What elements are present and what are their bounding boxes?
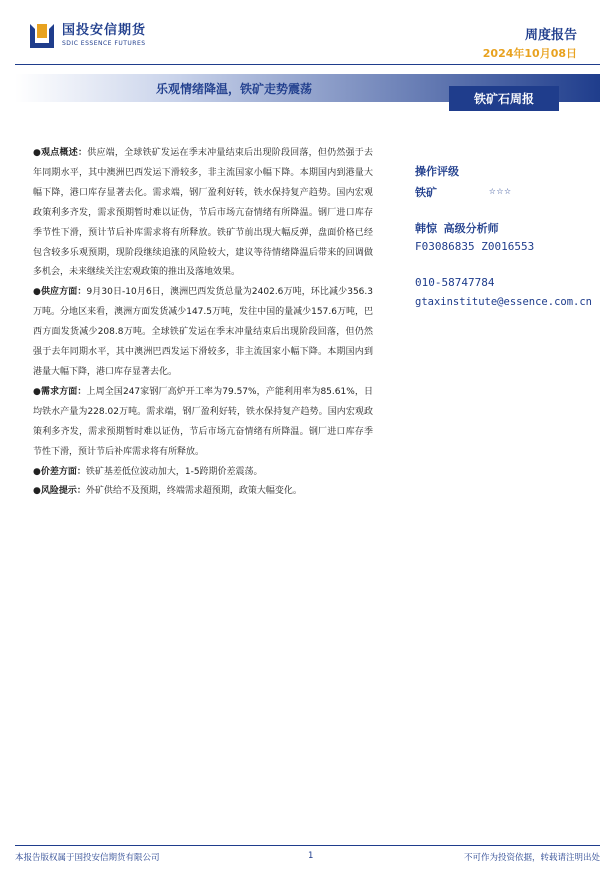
section-text: 9月30日-10月6日，澳洲巴西发货总量为2402.6万吨，环比减少356.3万吨。分地区来看，澳洲方面发货减少147.5万吨，发往中国的量减少157.6万吨，巴西方面发货减少208.8万吨。全球铁矿发运在季末冲量结束后出现阶段回落，但仍然强于去年同期水平，其中澳洲巴西发运下滑较多，非主流国家小幅下降。本期国内到港量大幅下降，港口库存显著去化。 [33, 287, 373, 377]
report-date: 2024年10月08日 [482, 47, 577, 60]
contact-email[interactable]: gtaxinstitute@essence.com.cn [415, 296, 593, 308]
header-divider [15, 64, 600, 65]
brand-name-en: SDIC ESSENCE FUTURES [62, 40, 146, 47]
page-title: 乐观情绪降温，铁矿走势震荡 [156, 82, 313, 96]
rating-item: 铁矿 [415, 186, 437, 199]
section-supply [33, 283, 373, 383]
section-overview [33, 144, 373, 283]
report-tag: 铁矿石周报 [449, 86, 559, 111]
report-body [33, 144, 373, 502]
section-spread [33, 463, 373, 483]
section-heading: ●供应方面： [33, 287, 87, 298]
logo-mark-icon [30, 24, 54, 48]
contact-phone: 010-58747784 [415, 276, 495, 289]
footer-divider [15, 845, 600, 846]
footer-copyright: 本报告版权属于国投安信期货有限公司 [15, 853, 160, 863]
section-text: 上周全国247家钢厂高炉开工率为79.57%，产能利用率为85.61%，日均铁水产量为228.02万吨。需求端，钢厂盈利好转，铁水保持复产趋势。国内宏观政策利多齐发，需求预期暂时难以证伪，节后市场亢奋情绪有所降温。钢厂进口库存季节性下滑，预计节后补库需求将有所释放。 [33, 386, 373, 457]
page-number: 1 [308, 851, 314, 861]
rating-row [415, 184, 512, 200]
section-text: 铁矿基差低位波动加大，1-5跨期价差震荡。 [85, 466, 263, 477]
section-heading: ●风险提示： [33, 486, 86, 497]
analyst-codes: F03086835 Z0016553 [415, 240, 535, 253]
section-heading: ●需求方面： [33, 386, 87, 397]
report-type: 周度报告 [524, 28, 577, 43]
section-heading: ●观点概述： [33, 148, 88, 158]
rating-stars-icon: ☆☆☆ [489, 184, 512, 197]
analyst-name: 韩惊 高级分析师 [415, 222, 499, 235]
brand-logo [30, 24, 146, 48]
rating-label: 操作评级 [415, 165, 459, 178]
brand-name-cn: 国投安信期货 [62, 23, 147, 38]
section-demand [33, 383, 373, 463]
section-risk [33, 482, 373, 502]
section-text: 外矿供给不及预期，终端需求超预期，政策大幅变化。 [85, 486, 302, 497]
footer-disclaimer: 不可作为投资依据，转载请注明出处 [463, 853, 600, 863]
section-text: 供应端，全球铁矿发运在季末冲量结束后出现阶段回落，但仍然强于去年同期水平，其中澳洲巴西发运下滑较多，非主流国家小幅下降。本期国内到港量大幅下降，港口库存显著去化。需求端，钢厂盈利好转，铁水保持复产趋势。国内宏观政策利多齐发，需求预期暂时难以证伪，节后市场亢奋情绪有所降温。钢厂进口库存季节性下滑，预计节后补库需求将有所释放。铁矿节前出现大幅反弹，盘面价格已经包含较多乐观预期，现阶段继续追涨的风险较大，建议等待情绪降温后带来的回调做多机会，未来继续关注宏观政策的推出及落地效果。 [33, 148, 373, 278]
section-heading: ●价差方面： [33, 466, 86, 477]
